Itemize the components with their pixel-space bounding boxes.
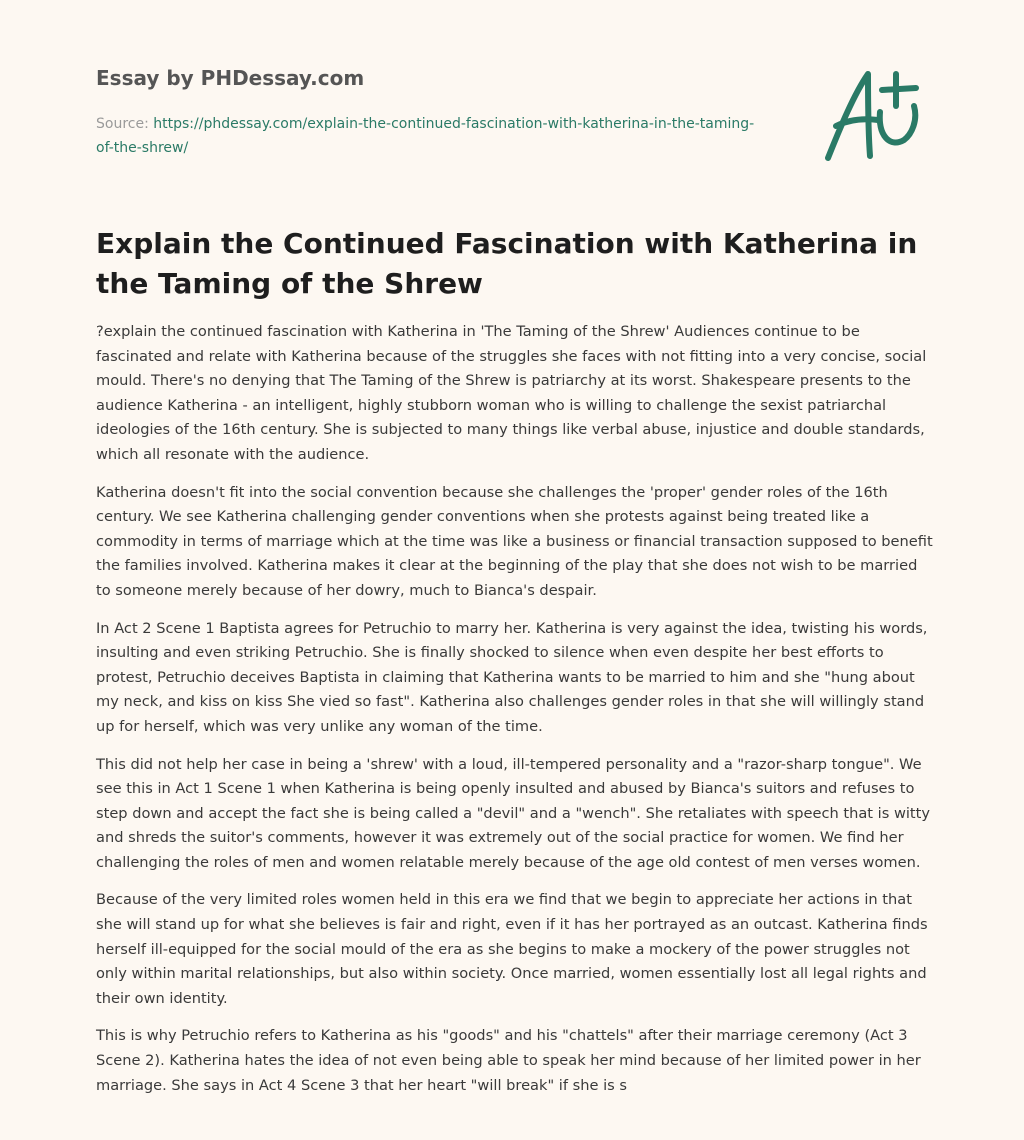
essay-body [96, 320, 936, 1111]
site-brand: Essay by PHDessay.com [96, 66, 365, 90]
essay-paragraph: Katherina doesn't fit into the social convention because she challenges the 'proper' gender roles of the 16th century. We see Katherina challenging gender conventions when she protests against being treated like a commodity in terms of marriage which at the time was like a business or financial transaction supposed to benefit the families involved. Katherina makes it clear at the beginning of the play that she does not wish to be married to someone merely because of her dowry, much to Bianca's despair. [96, 483, 933, 599]
essay-paragraph: This is why Petruchio refers to Katherina as his "goods" and his "chattels" after their marriage ceremony (Act 3 Scene 2). Katherina hates the idea of not even being able to speak her mind because of her limited power in her marriage. She says in Act 4 Scene 3 that her heart "will break" if she is s [96, 1027, 921, 1094]
essay-paragraph: In Act 2 Scene 1 Baptista agrees for Petruchio to marry her. Katherina is very against the idea, twisting his words, insulting and even striking Petruchio. She is finally shocked to silence when even despite her best efforts to protest, Petruchio deceives Baptista in claiming that Katherina wants to be married to him and she "hung about my neck, and kiss on kiss She vied so fast". Katherina also challenges gender roles in that she will willingly stand up for herself, which was very unlike any woman of the time. [96, 619, 928, 735]
a-plus-logo-icon [818, 66, 930, 166]
essay-paragraph: This did not help her case in being a 'shrew' with a loud, ill-tempered personality and a "razor-sharp tongue". We see this in Act 1 Scene 1 when Katherina is being openly insulted and abused by Bianca's suitors and refuses to step down and accept the fact she is being called a "devil" and a "wench". She retaliates with speech that is witty and shreds the suitor's comments, however it was extremely out of the social practice for women. We find her challenging the roles of men and women relatable merely because of the age old contest of men verses women. [96, 755, 931, 871]
essay-paragraph: ?explain the continued fascination with Katherina in 'The Taming of the Shrew' Audiences continue to be fascinated and relate with Katherina because of the struggles she faces with not fitting into a very concise, social mould. There's no denying that The Taming of the Shrew is patriarchy at its worst. Shakespeare presents to the audience Katherina - an intelligent, highly stubborn woman who is willing to challenge the sexist patriarchal ideologies of the 16th century. She is subjected to many things like verbal abuse, injustice and double standards, which all resonate with the audience. [96, 323, 927, 463]
source-link[interactable]: https://phdessay.com/explain-the-continued-fascination-with-katherina-in-the-taming-of-the-shrew/ [96, 116, 755, 156]
essay-title: Explain the Continued Fascination with Katherina in the Taming of the Shrew [96, 227, 918, 300]
source-line [96, 112, 756, 160]
source-label: Source: [96, 116, 149, 132]
essay-paragraph: Because of the very limited roles women held in this era we find that we begin to appreciate her actions in that she will stand up for what she believes is fair and right, even if it has her portrayed as an outcast. Katherina finds herself ill-equipped for the social mould of the era as she begins to make a mockery of the power struggles not only within marital relationships, but also within society. Once married, women essentially lost all legal rights and their own identity. [96, 891, 928, 1007]
